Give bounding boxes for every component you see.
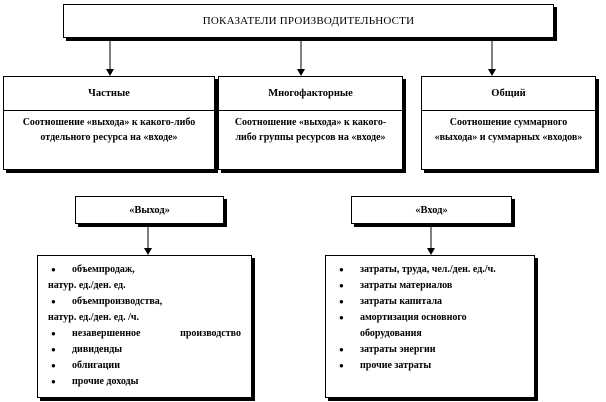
arrow-to-partial	[106, 69, 114, 76]
output-item: ● прочие доходы	[48, 374, 241, 390]
category-total-text: Соотношение суммарного «выхода» и суммарных «входов»	[434, 117, 583, 143]
output-label-box	[75, 196, 224, 224]
category-partial-box	[3, 76, 215, 170]
title-box	[63, 4, 554, 38]
output-item-unit: натур. ед./ден. ед. /ч.	[48, 312, 140, 323]
input-list	[336, 262, 524, 374]
category-partial-header: Частные	[4, 77, 214, 111]
arrow-to-input-list	[427, 248, 435, 255]
input-label: «Вход»	[415, 204, 448, 216]
input-item: ● прочие затраты	[336, 358, 524, 374]
output-item: ● объемпродаж,	[48, 262, 241, 278]
input-item: ● затраты материалов	[336, 278, 524, 294]
arrow-to-multifactor	[297, 69, 305, 76]
category-multifactor-header: Многофакторные	[219, 77, 402, 111]
input-item: ● амортизация основного	[336, 310, 524, 326]
arrow-to-output-list	[144, 248, 152, 255]
input-item: ● затраты энергии	[336, 342, 524, 358]
output-item: ● облигации	[48, 358, 241, 374]
category-total-box	[421, 76, 596, 170]
input-label-box	[351, 196, 512, 224]
input-item: ● затраты капитала	[336, 294, 524, 310]
output-item: ● дивиденды	[48, 342, 241, 358]
diagram-title: ПОКАЗАТЕЛИ ПРОИЗВОДИТЕЛЬНОСТИ	[202, 15, 415, 27]
category-total-header: Общий	[422, 77, 595, 111]
output-list-box	[37, 255, 252, 398]
arrow-to-total	[488, 69, 496, 76]
category-multifactor-box	[218, 76, 403, 170]
input-item: ● затраты, труда, чел./ден. ед./ч.	[336, 262, 524, 278]
output-label: «Выход»	[129, 204, 170, 216]
input-list-box	[325, 255, 535, 398]
category-multifactor-text: Соотношение «выхода» к какого-либо группы ресурсов на «входе»	[234, 117, 387, 143]
output-item-unit: натур. ед./ден. ед.	[48, 280, 126, 291]
output-item: ● объемпроизводства,	[48, 294, 241, 310]
output-list	[48, 262, 241, 390]
category-partial-text: Соотношение «выхода» к какого-либо отдельного ресурса на «входе»	[22, 117, 196, 143]
input-item-continued: оборудования	[360, 328, 422, 339]
output-item: ● незавершенное производство	[48, 326, 241, 342]
